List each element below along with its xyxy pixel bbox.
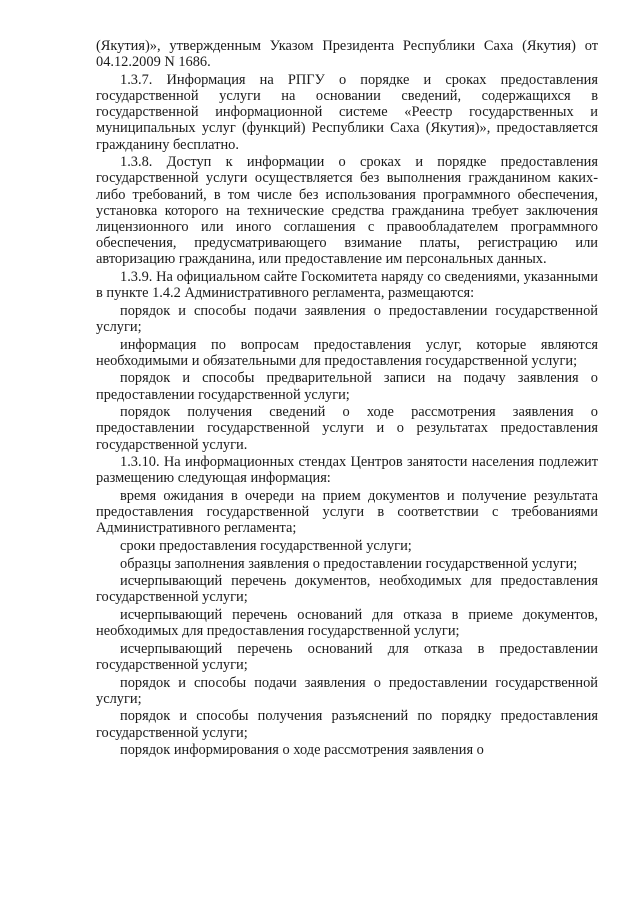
list-item: исчерпывающий перечень оснований для отказа в предоставлении государственной услуги; <box>96 640 598 673</box>
paragraph-continuation: (Якутия)», утвержденным Указом Президента Республики Саха (Якутия) от 04.12.2009 N 1686. <box>96 38 598 71</box>
list-item: порядок и способы предварительной записи на подачу заявления о предоставлении государственной услуги; <box>96 370 598 403</box>
list-item: информация по вопросам предоставления услуг, которые являются необходимыми и обязательными для предоставления государственной услуги; <box>96 336 598 369</box>
list-item: сроки предоставления государственной услуги; <box>120 538 412 554</box>
list-item: исчерпывающий перечень оснований для отказа в приеме документов, необходимых для предоставления государственной услуги; <box>96 606 598 640</box>
paragraph-1-3-8: 1.3.8. Доступ к информации о сроках и порядке предоставления государственной услуги осуществляется без выполнения гражданином каких-либо требований, в том числе без использования программного обеспечения, установка которого на технические средства гражданина требует заключения лицензионного или иного соглашения с правообладателем программного обеспечения, предусматривающего взимание платы, регистрацию или авторизацию гражданина, или предоставление им персональных данных. <box>96 154 598 268</box>
list-item: порядок информирования о ходе рассмотрения заявления о <box>120 742 484 759</box>
document-body <box>96 38 598 760</box>
list-item: порядок и способы получения разъяснений по порядку предоставления государственной услуги; <box>96 708 598 741</box>
paragraph-1-3-9: 1.3.9. На официальном сайте Госкомитета наряду со сведениями, указанными в пункте 1.4.2 Административного регламента, размещаются: <box>96 269 598 302</box>
list-item: порядок и способы подачи заявления о предоставлении государственной услуги; <box>96 302 598 336</box>
list-item: порядок и способы подачи заявления о предоставлении государственной услуги; <box>96 674 598 707</box>
paragraph-1-3-10: 1.3.10. На информационных стендах Центров занятости населения подлежит размещению следующая информация: <box>96 454 598 487</box>
list-item: время ожидания в очереди на прием документов и получение результата предоставления государственной услуги в соответствии с требованиями Административного регламента; <box>96 488 598 537</box>
list-item: порядок получения сведений о ходе рассмотрения заявления о предоставлении государственной услуги и о результатах предоставления государственной услуги. <box>96 404 598 453</box>
list-item: образцы заполнения заявления о предоставлении государственной услуги; <box>120 555 578 572</box>
list-item: исчерпывающий перечень документов, необходимых для предоставления государственной услуги; <box>96 573 598 606</box>
paragraph-1-3-7: 1.3.7. Информация на РПГУ о порядке и сроках предоставления государственной услуги на основании сведений, содержащихся в государственной информационной системе «Реестр государственных и муниципальных услуг (функций) Республики Саха (Якутия)», предоставляется гражданину бесплатно. <box>96 71 598 153</box>
